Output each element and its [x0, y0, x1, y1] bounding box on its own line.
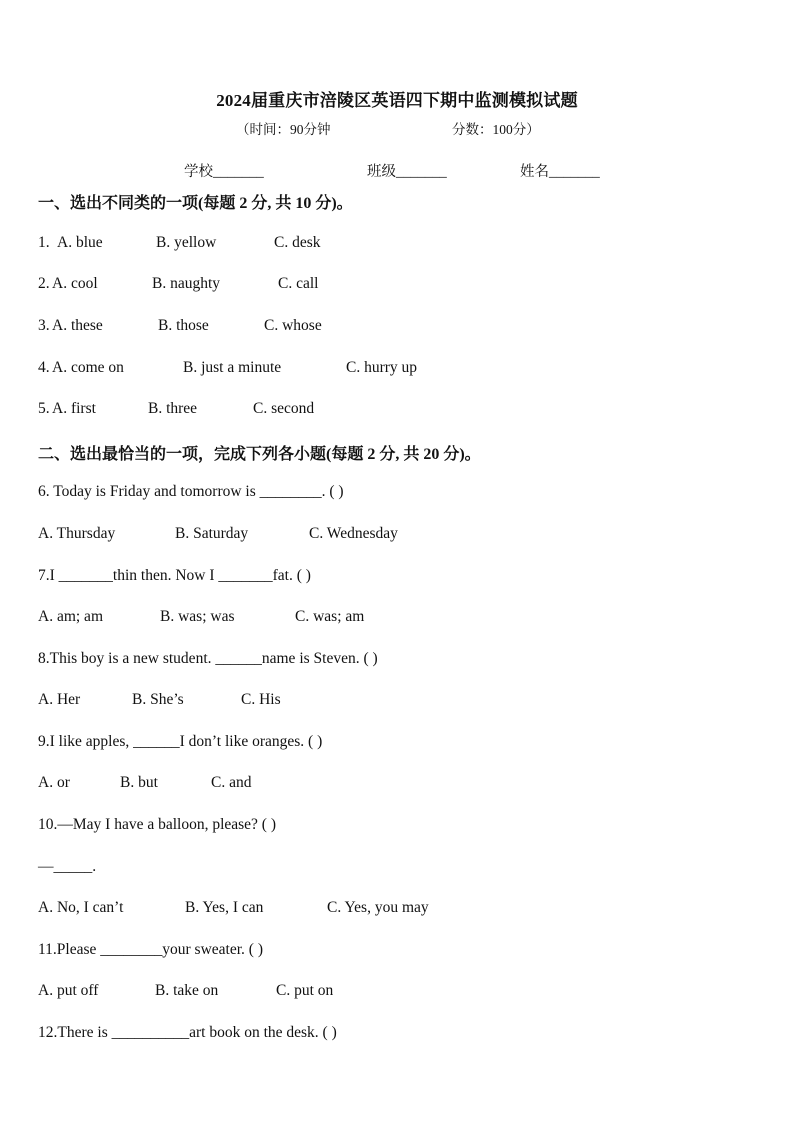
option-b: B. was; was	[160, 608, 235, 625]
question-number: 2.	[38, 275, 50, 292]
option-c: C. hurry up	[346, 359, 418, 376]
option-a: A. first	[52, 400, 96, 417]
question-number: 1.	[38, 234, 50, 251]
option-b: B. Saturday	[175, 525, 249, 542]
question-8-stem: 8.This boy is a new student. ______name is Steven. ( )	[38, 650, 378, 667]
option-c: C. desk	[274, 234, 321, 251]
option-b: B. naughty	[152, 275, 221, 292]
option-a: A. am; am	[38, 608, 103, 625]
exam-time: （时间：90分钟	[236, 122, 331, 137]
question-10-reply: —_____.	[38, 858, 97, 875]
option-b: B. just a minute	[183, 359, 282, 376]
question-6-stem: 6. Today is Friday and tomorrow is ________. ( )	[38, 483, 344, 500]
option-a: A. come on	[52, 359, 124, 376]
option-a: A. No, I can’t	[38, 899, 124, 916]
option-b: B. those	[158, 317, 209, 334]
option-a: A. Her	[38, 691, 81, 708]
question-number: 5.	[38, 400, 50, 417]
option-a: A. put off	[38, 982, 99, 999]
question-7-stem: 7.I _______thin then. Now I _______fat. ( )	[38, 567, 311, 584]
name-field: 姓名_______	[520, 164, 600, 180]
option-a: A. blue	[57, 234, 103, 251]
question-number: 3.	[38, 317, 50, 334]
option-c: C. His	[241, 691, 281, 708]
question-12-stem: 12.There is __________art book on the desk. ( )	[38, 1024, 337, 1041]
question-9-stem: 9.I like apples, ______I don’t like oranges. ( )	[38, 733, 323, 750]
option-c: C. whose	[264, 317, 322, 334]
option-b: B. Yes, I can	[185, 899, 264, 916]
exam-title: 2024届重庆市涪陵区英语四下期中监测模拟试题	[216, 91, 578, 110]
option-c: C. was; am	[295, 608, 365, 625]
option-b: B. three	[148, 400, 198, 417]
option-a: A. cool	[52, 275, 98, 292]
section-2-heading: 二、选出最恰当的一项，完成下列各小题(每题 2 分, 共 20 分)。	[38, 446, 481, 463]
option-c: C. Yes, you may	[327, 899, 429, 916]
question-10-stem: 10.—May I have a balloon, please? ( )	[38, 816, 277, 833]
option-b: B. She’s	[132, 691, 184, 708]
option-c: C. second	[253, 400, 315, 417]
exam-score: 分数：100分）	[452, 122, 540, 137]
option-c: C. Wednesday	[309, 525, 398, 542]
option-a: A. Thursday	[38, 525, 116, 542]
section-1-heading: 一、选出不同类的一项(每题 2 分, 共 10 分)。	[38, 195, 353, 212]
option-c: C. call	[278, 275, 319, 292]
option-a: A. or	[38, 774, 70, 791]
question-11-stem: 11.Please ________your sweater. ( )	[38, 941, 263, 958]
option-c: C. and	[211, 774, 252, 791]
option-b: B. take on	[155, 982, 219, 999]
option-c: C. put on	[276, 982, 334, 999]
option-a: A. these	[52, 317, 103, 334]
question-number: 4.	[38, 359, 50, 376]
option-b: B. yellow	[156, 234, 217, 251]
school-field: 学校_______	[184, 164, 264, 180]
option-b: B. but	[120, 774, 158, 791]
class-field: 班级_______	[367, 164, 447, 180]
